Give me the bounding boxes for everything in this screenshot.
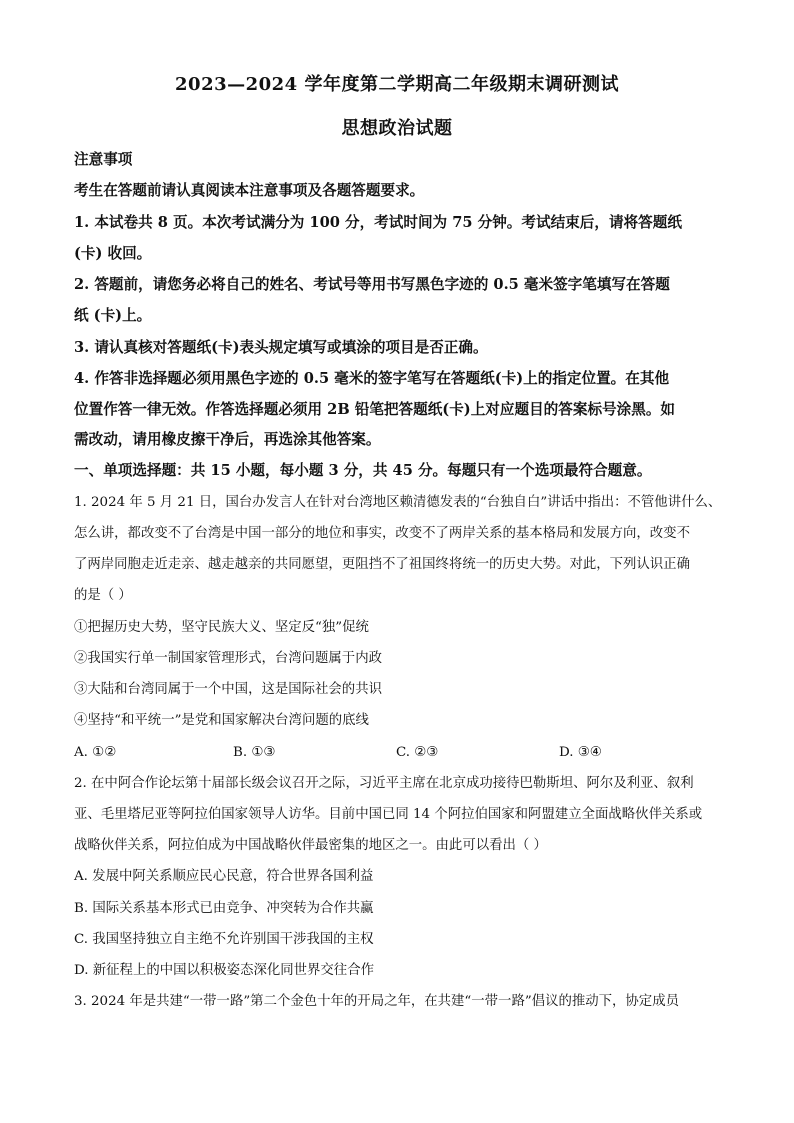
answer-option: A. ①② (74, 745, 117, 760)
answer-option: D. 新征程上的中国以积极姿态深化同世界交往合作 (74, 963, 374, 978)
statement: ①把握历史大势，坚守民族大义、坚定反“独”促统 (74, 620, 369, 635)
answer-option: B. 国际关系基本形式已由竞争、冲突转为合作共赢 (74, 901, 374, 916)
statement: ④坚持“和平统一”是党和国家解决台湾问题的底线 (74, 713, 369, 728)
notice-intro: 考生在答题前请认真阅读本注意事项及各题答题要求。 (74, 182, 425, 199)
question-text: 亚、毛里塔尼亚等阿拉伯国家领导人访华。目前中国已同 14 个阿拉伯国家和阿盟建立全面战略伙伴关系或 (74, 807, 703, 822)
question-text: 怎么讲，都改变不了台湾是中国一部分的地位和事实，改变不了两岸关系的基本格局和发展方向，改变不 (74, 526, 690, 541)
question-text: 战略伙伴关系，阿拉伯成为中国战略伙伴最密集的地区之一。由此可以看出（ ） (74, 838, 547, 853)
notice-item: 3. 请认真核对答题纸(卡)表头规定填写或填涂的项目是否正确。 (74, 339, 488, 356)
answer-option: C. ②③ (396, 745, 439, 760)
answer-option: B. ①③ (233, 745, 276, 760)
question-text: 的是（ ） (74, 588, 132, 603)
statement: ③大陆和台湾同属于一个中国，这是国际社会的共识 (74, 682, 382, 697)
question-text: 1. 2024 年 5 月 21 日，国台办发言人在针对台湾地区赖清德发表的“台独自白”讲话中指出：不管他讲什么、 (74, 495, 722, 510)
notice-item: 位置作答一律无效。作答选择题必须用 2B 铅笔把答题纸(卡)上对应题目的答案标号涂黑。如 (74, 401, 676, 418)
statement: ②我国实行单一制国家管理形式，台湾问题属于内政 (74, 651, 382, 666)
notice-item: 4. 作答非选择题必须用黑色字迹的 0.5 毫米的签字笔写在答题纸(卡)上的指定位置。在其他 (74, 370, 670, 387)
notice-item: 2. 答题前，请您务必将自己的姓名、考试号等用书写黑色字迹的 0.5 毫米签字笔填写在答题 (74, 276, 670, 293)
section-heading: 一、单项选择题：共 15 小题，每小题 3 分，共 45 分。每题只有一个选项最符合题意。 (74, 462, 652, 479)
question-text: 3. 2024 年是共建“一带一路”第二个金色十年的开局之年，在共建“一带一路”倡议的推动下，协定成员 (74, 994, 679, 1009)
question-text: 了两岸同胞走近走亲、越走越亲的共同愿望，更阻挡不了祖国终将统一的历史大势。对此，下列认识正确 (74, 557, 690, 572)
question-text: 2. 在中阿合作论坛第十届部长级会议召开之际，习近平主席在北京成功接待巴勒斯坦、阿尔及利亚、叙利 (74, 776, 694, 791)
notice-item: 纸 (卡)上。 (74, 307, 152, 324)
answer-option: C. 我国坚持独立自主绝不允许别国干涉我国的主权 (74, 932, 374, 947)
notice-heading: 注意事项 (74, 151, 133, 168)
exam-title: 2023—2024 学年度第二学期高二年级期末调研测试 (175, 74, 619, 95)
notice-item: 需改动，请用橡皮擦干净后，再选涂其他答案。 (74, 431, 381, 448)
answer-option: A. 发展中阿关系顺应民心民意，符合世界各国利益 (74, 869, 374, 884)
notice-item: (卡) 收回。 (74, 245, 152, 262)
exam-subject: 思想政治试题 (341, 118, 453, 139)
answer-option: D. ③④ (559, 745, 602, 760)
notice-item: 1. 本试卷共 8 页。本次考试满分为 100 分，考试时间为 75 分钟。考试结束后，请将答题纸 (74, 214, 682, 231)
